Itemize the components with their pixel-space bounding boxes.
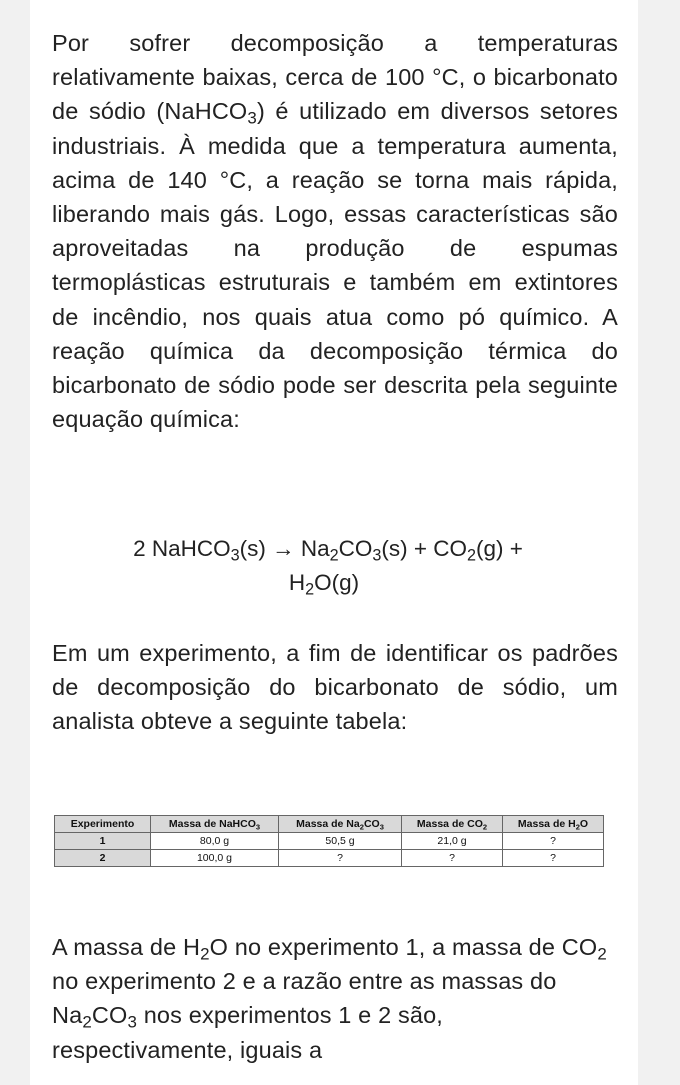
experiment-table	[54, 815, 604, 867]
table-cell: 80,0 g	[151, 833, 279, 850]
chemical-equation-line-1: 2 NaHCO$_3$(s) → $Na_2CO_3(s) + CO_2(g)$ +	[133, 536, 523, 565]
experiment-paragraph: Em um experimento, a fim de identificar os padrões de decomposição do bicarbonato de sódio, um analista obteve a seguinte tabela:	[52, 640, 618, 735]
table-cell: 50,5 g	[279, 833, 402, 850]
table-cell: ?	[402, 850, 503, 867]
table-header-row	[55, 816, 604, 833]
table-cell: ?	[279, 850, 402, 867]
question-paragraph: A massa de $H_2O$ no experimento 1, a massa de $CO_2$ no experimento 2 e a razão entre as massas do $Na_2CO_3$ nos experimentos 1 e 2 são, respectivamente, iguais a	[52, 934, 607, 1063]
header-massa-na2co3: Massa de $Na_2CO_3$	[279, 816, 402, 833]
question-card	[30, 0, 638, 1085]
header-massa-h2o: Massa de $H_2O$	[503, 816, 604, 833]
table-cell: 2	[55, 850, 151, 867]
table-cell: 21,0 g	[402, 833, 503, 850]
header-massa-nahco3: Massa de NaHCO$_3$	[151, 816, 279, 833]
table-row	[55, 833, 604, 850]
chemical-equation-line-2: $H_2O(g)$	[288, 570, 360, 599]
header-massa-co2: Massa de $CO_2$	[402, 816, 503, 833]
table-cell: ?	[503, 850, 604, 867]
table-cell: ?	[503, 833, 604, 850]
header-experimento: Experimento	[55, 816, 151, 833]
table-cell: 1	[55, 833, 151, 850]
table-cell: 100,0 g	[151, 850, 279, 867]
intro-paragraph: Por sofrer decomposição a temperaturas relativamente baixas, cerca de 100 °C, o bicarbonato de sódio (NaHCO$_3$) é utilizado em diversos setores industriais. À medida que a temperatura aumenta, acima de 140 °C, a reação se torna mais rápida, liberando mais gás. Logo, essas características são aproveitadas na produção de espumas termoplásticas estruturais e também em extintores de incêndio, nos quais atua como pó químico. A reação química da decomposição térmica do bicarbonato de sódio pode ser descrita pela seguinte equação química:	[52, 30, 618, 433]
table-row	[55, 850, 604, 867]
